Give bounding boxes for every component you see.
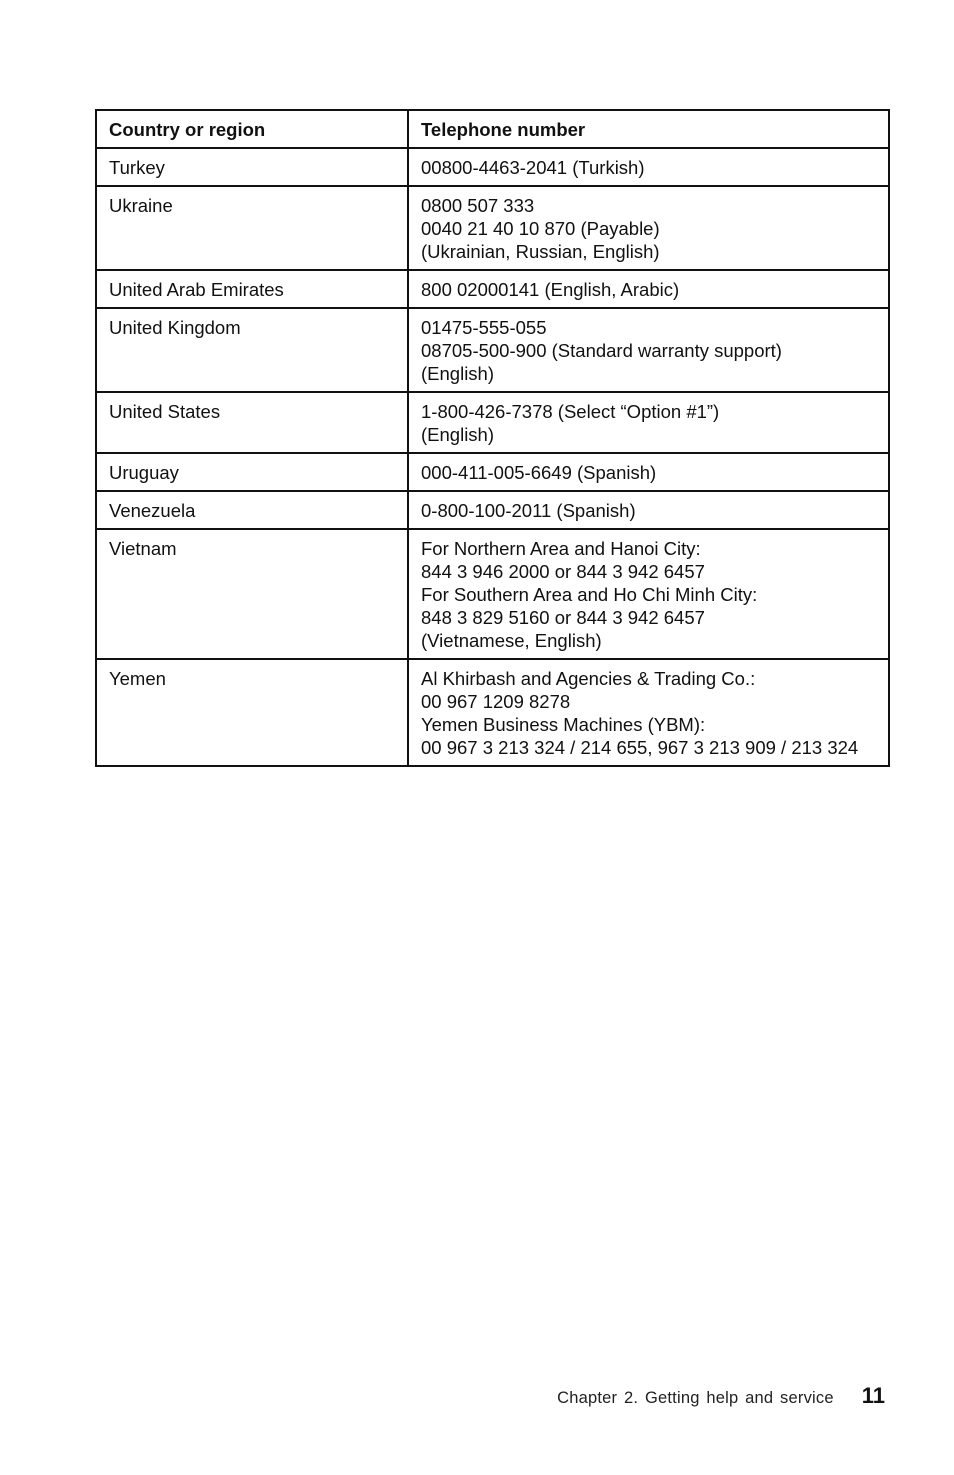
table-row — [96, 308, 889, 392]
phone-line: 0040 21 40 10 870 (Payable) — [421, 218, 660, 239]
table-row — [96, 186, 889, 270]
contact-table — [95, 109, 890, 767]
phone-line: (Ukrainian, Russian, English) — [421, 241, 660, 262]
phone-line: Al Khirbash and Agencies & Trading Co.: — [421, 668, 756, 689]
page-number: 11 — [861, 1383, 885, 1408]
table-row — [96, 453, 889, 491]
phone-line: 00 967 3 213 324 / 214 655, 967 3 213 909 / 213 324 — [421, 737, 859, 758]
phone-cell — [408, 491, 889, 529]
country-cell: Venezuela — [96, 491, 408, 529]
column-header-phone: Telephone number — [408, 110, 889, 148]
phone-line: 848 3 829 5160 or 844 3 942 6457 — [421, 607, 705, 628]
table-body — [96, 148, 889, 766]
phone-cell — [408, 186, 889, 270]
phone-line: 844 3 946 2000 or 844 3 942 6457 — [421, 561, 705, 582]
table-header-row — [96, 110, 889, 148]
country-cell: Turkey — [96, 148, 408, 186]
country-cell: United States — [96, 392, 408, 453]
phone-line: 08705-500-900 (Standard warranty support) — [421, 340, 782, 361]
country-cell: Uruguay — [96, 453, 408, 491]
phone-cell — [408, 659, 889, 766]
phone-cell — [408, 270, 889, 308]
country-cell: Yemen — [96, 659, 408, 766]
phone-line: 0-800-100-2011 (Spanish) — [421, 500, 636, 521]
chapter-title: Chapter 2. Getting help and service — [557, 1389, 834, 1407]
phone-line: 00 967 1209 8278 — [421, 691, 571, 712]
phone-cell — [408, 392, 889, 453]
column-header-country: Country or region — [96, 110, 408, 148]
country-cell: United Kingdom — [96, 308, 408, 392]
phone-line: 800 02000141 (English, Arabic) — [421, 279, 680, 300]
country-cell: Vietnam — [96, 529, 408, 659]
table-row — [96, 659, 889, 766]
phone-line: 000-411-005-6649 (Spanish) — [421, 462, 657, 483]
phone-line: (English) — [421, 424, 494, 445]
table-row — [96, 392, 889, 453]
phone-cell — [408, 148, 889, 186]
phone-line: 0800 507 333 — [421, 195, 535, 216]
phone-line: Yemen Business Machines (YBM): — [421, 714, 706, 735]
phone-line: 00800-4463-2041 (Turkish) — [421, 157, 645, 178]
country-cell: Ukraine — [96, 186, 408, 270]
page-footer — [557, 1383, 885, 1409]
phone-line: 1-800-426-7378 (Select “Option #1”) — [421, 401, 720, 422]
table-row — [96, 529, 889, 659]
table-row — [96, 491, 889, 529]
phone-line: (Vietnamese, English) — [421, 630, 602, 651]
country-cell: United Arab Emirates — [96, 270, 408, 308]
table-row — [96, 148, 889, 186]
phone-line: For Southern Area and Ho Chi Minh City: — [421, 584, 758, 605]
phone-line: For Northern Area and Hanoi City: — [421, 538, 701, 559]
phone-cell — [408, 308, 889, 392]
phone-line: 01475-555-055 — [421, 317, 547, 338]
phone-cell — [408, 453, 889, 491]
phone-line: (English) — [421, 363, 494, 384]
phone-cell — [408, 529, 889, 659]
table-row — [96, 270, 889, 308]
